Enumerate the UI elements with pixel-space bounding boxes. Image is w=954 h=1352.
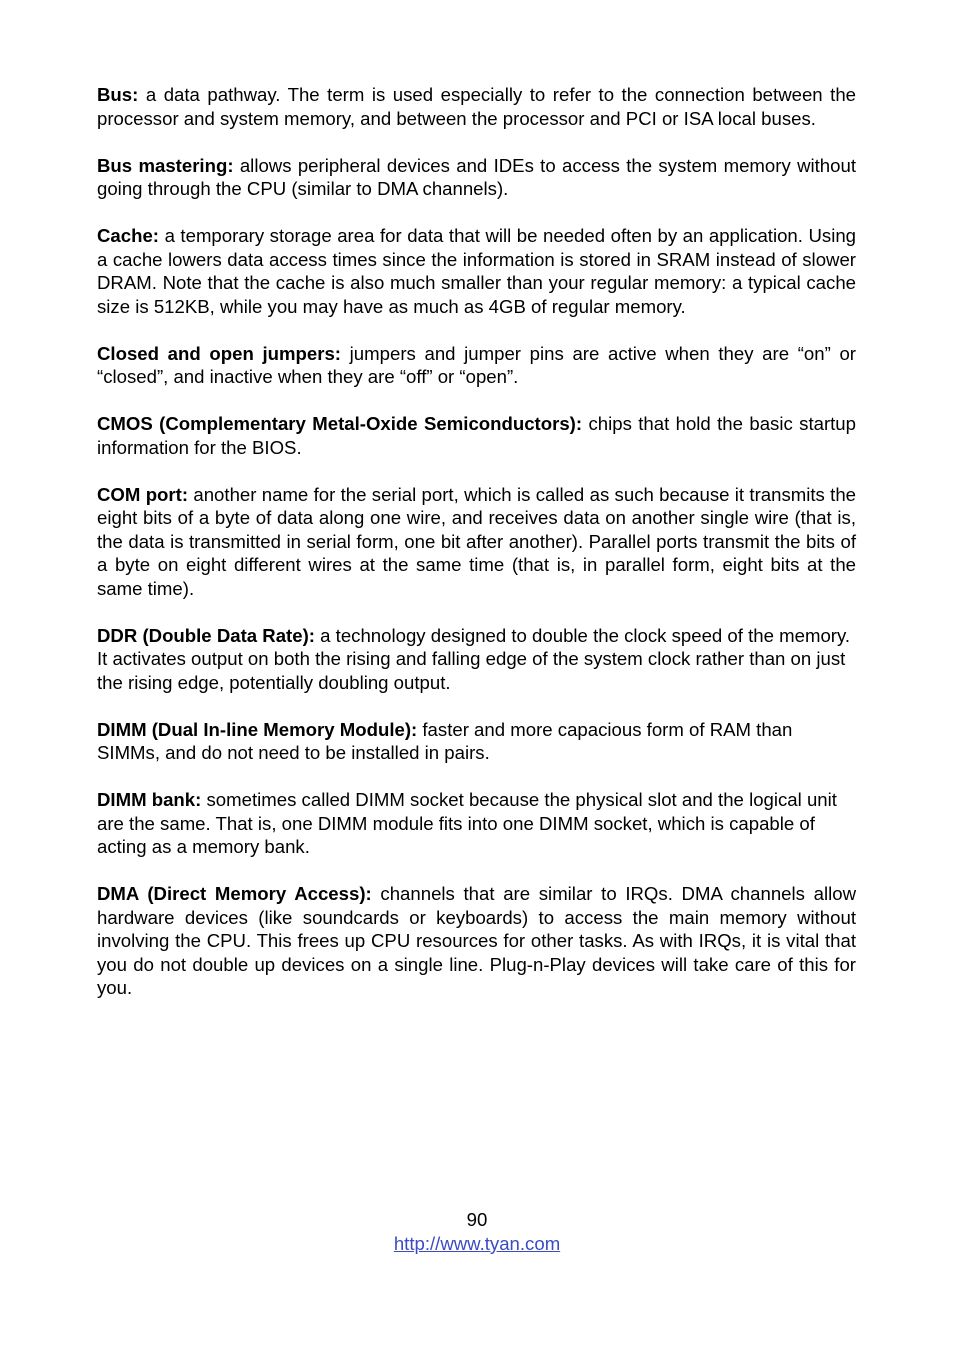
glossary-definition: a temporary storage area for data that will be needed often by an application. Using a cache lowers data access times since the information is stored in SRAM instead of slower DRAM. Note that the cache is also much smaller than your regular memory: a typical cache size is 512KB, while you may have as much as 4GB of regular memory. — [97, 225, 857, 317]
glossary-entry-cache — [97, 224, 856, 318]
glossary-term: DIMM (Dual In-line Memory Module): — [97, 718, 418, 740]
glossary-entry-ddr — [97, 624, 856, 695]
glossary-term: Cache: — [97, 225, 160, 246]
glossary-term: DIMM bank: — [97, 789, 202, 810]
page-footer — [0, 1208, 954, 1256]
glossary-definition: chips that hold the basic startup information for the BIOS. — [97, 413, 856, 458]
glossary-entry-bus-mastering — [97, 154, 856, 201]
glossary-definition: sometimes called DIMM socket because the physical slot and the logical unit are the same. That is, one DIMM module fits into one DIMM socket, which is capable of acting as a memory bank. — [97, 789, 837, 857]
glossary-definition: channels that are similar to IRQs. DMA channels allow hardware devices (like soundcards or keyboards) to access the main memory without involving the CPU. This frees up CPU resources for other tasks. As with IRQs, it is vital that you do not double up devices on a single line. Plug-n-Play devices will take care of this for you. — [97, 883, 856, 998]
glossary-entry-dma — [97, 882, 856, 1000]
glossary-entry-com-port — [97, 483, 856, 601]
glossary-term: Bus: — [97, 84, 139, 105]
glossary-definition: a data pathway. The term is used especially to refer to the connection between the processor and system memory, and between the processor and PCI or ISA local buses. — [97, 84, 856, 129]
glossary-definition: another name for the serial port, which is called as such because it transmits the eight bits of a byte of data along one wire, and receives data on another single wire (that is, the data is transmitted in serial form, one bit after another). Parallel ports transmit the bits of a byte on eight different wires at the same time (that is, in parallel form, eight bits at the same time). — [97, 483, 856, 599]
glossary-entry-dimm-bank — [97, 788, 856, 859]
glossary-term: DDR (Double Data Rate): — [97, 624, 315, 646]
glossary-definition: a technology designed to double the clock speed of the memory. It activates output on both the rising and falling edge of the system clock rather than on just the rising edge, potentially doubling output. — [97, 624, 851, 693]
glossary-term: DMA (Direct Memory Access): — [97, 883, 372, 904]
glossary-definition: faster and more capacious form of RAM than SIMMs, and do not need to be installed in pairs. — [97, 718, 793, 763]
glossary-content — [97, 83, 856, 1023]
glossary-term: Bus mastering: — [97, 154, 234, 176]
glossary-term: COM port: — [97, 483, 189, 505]
glossary-term: CMOS (Complementary Metal-Oxide Semiconductors): — [97, 413, 583, 434]
page-number: 90 — [466, 1209, 488, 1230]
glossary-definition: jumpers and jumper pins are active when they are “on” or “closed”, and inactive when they are “off” or “open”. — [97, 342, 856, 387]
glossary-entry-cmos — [97, 412, 856, 459]
glossary-entry-dimm — [97, 718, 856, 765]
glossary-definition: allows peripheral devices and IDEs to access the system memory without going through the CPU (similar to DMA channels). — [97, 154, 856, 199]
glossary-term: Closed and open jumpers: — [97, 342, 341, 364]
footer-website-link[interactable]: http://www.tyan.com — [393, 1233, 561, 1254]
glossary-entry-bus — [97, 83, 856, 130]
glossary-entry-jumpers — [97, 342, 856, 389]
